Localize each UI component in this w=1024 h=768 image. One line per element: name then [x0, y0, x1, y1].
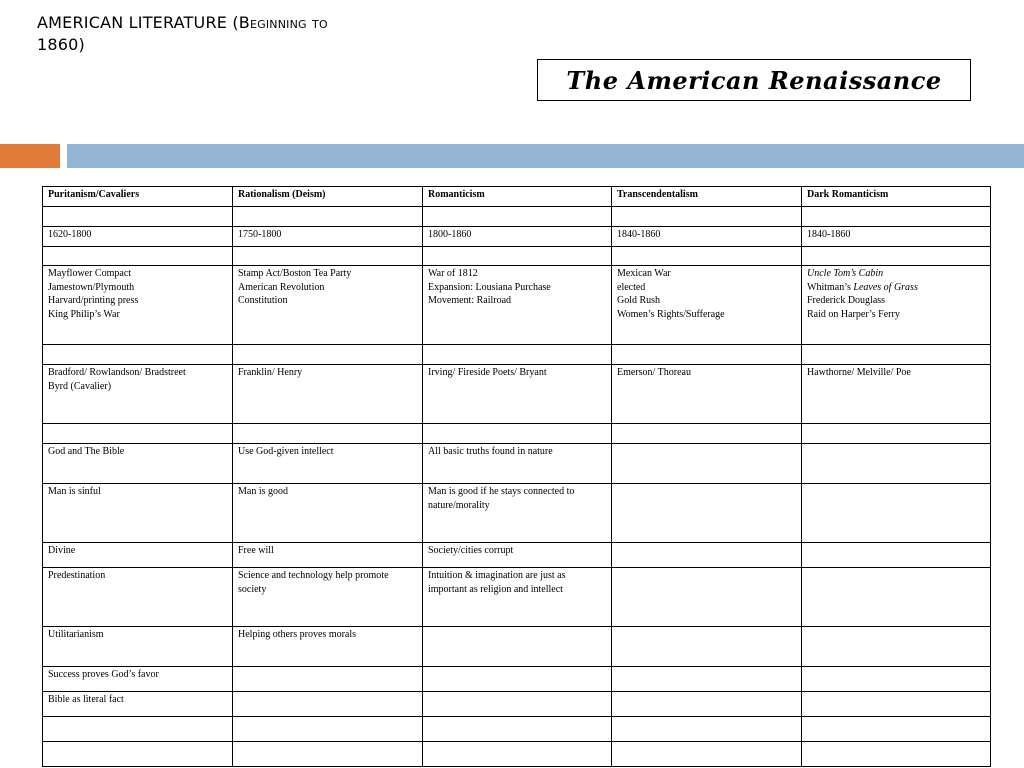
events-cell-transcendentalism	[612, 266, 802, 345]
event-item: Expansion: Lousiana Purchase	[428, 281, 551, 293]
empty-cell	[423, 247, 612, 266]
event-item: Gold Rush	[617, 295, 661, 306]
belief-cell	[612, 484, 802, 543]
title-box	[537, 59, 971, 101]
belief-cell	[612, 692, 802, 717]
belief-cell	[423, 627, 612, 667]
events-row	[43, 266, 991, 345]
empty-cell	[423, 345, 612, 365]
header-row	[43, 187, 991, 207]
page-heading	[37, 12, 417, 56]
spacer-row	[43, 207, 991, 227]
belief-cell	[612, 444, 802, 484]
authors-cell: Hawthorne/ Melville/ Poe	[802, 365, 991, 424]
belief-cell: Helping others proves morals	[233, 627, 423, 667]
empty-cell	[612, 207, 802, 227]
empty-cell	[802, 717, 991, 742]
header-cell: Rationalism (Deism)	[233, 187, 423, 207]
event-item	[807, 281, 985, 295]
belief-row	[43, 543, 991, 568]
empty-cell	[802, 207, 991, 227]
event-item: Jamestown/Plymouth	[48, 281, 135, 293]
date-cell: 1620-1800	[43, 227, 233, 247]
empty-cell	[612, 742, 802, 767]
spacer-row	[43, 424, 991, 444]
belief-cell	[233, 692, 423, 717]
date-cell: 1800-1860	[423, 227, 612, 247]
heading-line1-caps: AMERICAN LITERATURE (	[37, 13, 239, 32]
dates-row	[43, 227, 991, 247]
belief-cell	[802, 484, 991, 543]
header-cell: Romanticism	[423, 187, 612, 207]
belief-cell	[612, 627, 802, 667]
belief-cell: Science and technology help promote society	[233, 568, 423, 627]
event-item: American Revolution	[238, 281, 325, 293]
empty-cell	[233, 247, 423, 266]
literature-table	[42, 186, 991, 767]
belief-cell	[423, 692, 612, 717]
belief-cell: Free will	[233, 543, 423, 568]
empty-cell	[423, 717, 612, 742]
belief-cell	[612, 667, 802, 692]
empty-cell	[423, 424, 612, 444]
events-cell-romanticism	[423, 266, 612, 345]
blue-accent-bar	[67, 144, 1024, 168]
belief-cell	[612, 568, 802, 627]
event-item: Raid on Harper’s Ferry	[807, 308, 900, 320]
authors-cell: Emerson/ Thoreau	[612, 365, 802, 424]
empty-cell	[802, 247, 991, 266]
date-cell: 1840-1860	[612, 227, 802, 247]
spacer-row	[43, 345, 991, 365]
authors-cell: Irving/ Fireside Poets/ Bryant	[423, 365, 612, 424]
date-cell: 1840-1860	[802, 227, 991, 247]
empty-cell	[802, 742, 991, 767]
event-item: Frederick Douglass	[807, 295, 886, 306]
empty-cell	[612, 424, 802, 444]
spacer-row	[43, 742, 991, 767]
authors-cell	[43, 365, 233, 424]
empty-cell	[233, 345, 423, 365]
event-item: Mayflower Compact	[48, 268, 132, 279]
authors-cell: Franklin/ Henry	[233, 365, 423, 424]
belief-cell	[802, 692, 991, 717]
event-item-prefix: Whitman’s	[807, 281, 854, 293]
title-text: The American Renaissance	[566, 65, 942, 95]
event-item: Movement: Railroad	[428, 295, 512, 306]
belief-cell: All basic truths found in nature	[423, 444, 612, 484]
belief-cell: Predestination	[43, 568, 233, 627]
empty-cell	[233, 207, 423, 227]
empty-cell	[612, 247, 802, 266]
belief-cell	[612, 543, 802, 568]
empty-cell	[43, 424, 233, 444]
events-cell-puritanism	[43, 266, 233, 345]
spacer-row	[43, 247, 991, 266]
date-cell: 1750-1800	[233, 227, 423, 247]
event-item-title: Leaves of Grass	[853, 281, 918, 293]
empty-cell	[43, 247, 233, 266]
author-item: Bradford/ Rowlandson/ Bradstreet	[48, 367, 186, 378]
belief-cell	[802, 568, 991, 627]
events-cell-dark	[802, 266, 991, 345]
belief-cell: Success proves God’s favor	[43, 667, 233, 692]
empty-cell	[802, 424, 991, 444]
belief-row	[43, 444, 991, 484]
event-item: Women’s Rights/Sufferage	[617, 308, 725, 320]
belief-row	[43, 484, 991, 543]
belief-cell: Utilitarianism	[43, 627, 233, 667]
event-item: Stamp Act/Boston Tea Party	[238, 268, 352, 279]
empty-cell	[43, 207, 233, 227]
belief-cell	[233, 667, 423, 692]
belief-cell: Man is good if he stays connected to nature/morality	[423, 484, 612, 543]
events-cell-rationalism	[233, 266, 423, 345]
belief-cell: God and The Bible	[43, 444, 233, 484]
empty-cell	[43, 742, 233, 767]
event-item: War of 1812	[428, 268, 478, 279]
belief-cell: Man is sinful	[43, 484, 233, 543]
belief-cell	[802, 543, 991, 568]
orange-accent-bar	[0, 144, 60, 168]
event-item: Constitution	[238, 295, 288, 306]
empty-cell	[423, 207, 612, 227]
event-item: Harvard/printing press	[48, 295, 139, 306]
belief-row	[43, 692, 991, 717]
header-cell: Puritanism/Cavaliers	[43, 187, 233, 207]
empty-cell	[612, 717, 802, 742]
belief-cell: Society/cities corrupt	[423, 543, 612, 568]
empty-cell	[233, 742, 423, 767]
event-item: elected	[617, 281, 646, 293]
header-cell: Dark Romanticism	[802, 187, 991, 207]
belief-cell: Intuition & imagination are just as important as religion and intellect	[423, 568, 612, 627]
header-cell: Transcendentalism	[612, 187, 802, 207]
heading-line1-smallcaps: Beginning to	[238, 13, 328, 32]
belief-cell	[802, 627, 991, 667]
empty-cell	[802, 345, 991, 365]
belief-row	[43, 667, 991, 692]
belief-cell: Man is good	[233, 484, 423, 543]
empty-cell	[43, 345, 233, 365]
spacer-row	[43, 717, 991, 742]
empty-cell	[233, 424, 423, 444]
belief-cell	[802, 667, 991, 692]
belief-cell	[802, 444, 991, 484]
belief-cell: Divine	[43, 543, 233, 568]
authors-row	[43, 365, 991, 424]
event-item: King Philip’s War	[48, 308, 120, 320]
event-item: Mexican War	[617, 268, 671, 279]
empty-cell	[233, 717, 423, 742]
belief-cell: Use God-given intellect	[233, 444, 423, 484]
belief-row	[43, 627, 991, 667]
belief-cell	[423, 667, 612, 692]
belief-row	[43, 568, 991, 627]
empty-cell	[423, 742, 612, 767]
heading-line2: 1860)	[37, 35, 85, 54]
belief-cell: Bible as literal fact	[43, 692, 233, 717]
event-item: Uncle Tom’s Cabin	[807, 268, 884, 279]
empty-cell	[43, 717, 233, 742]
empty-cell	[612, 345, 802, 365]
author-item: Byrd (Cavalier)	[48, 380, 112, 392]
